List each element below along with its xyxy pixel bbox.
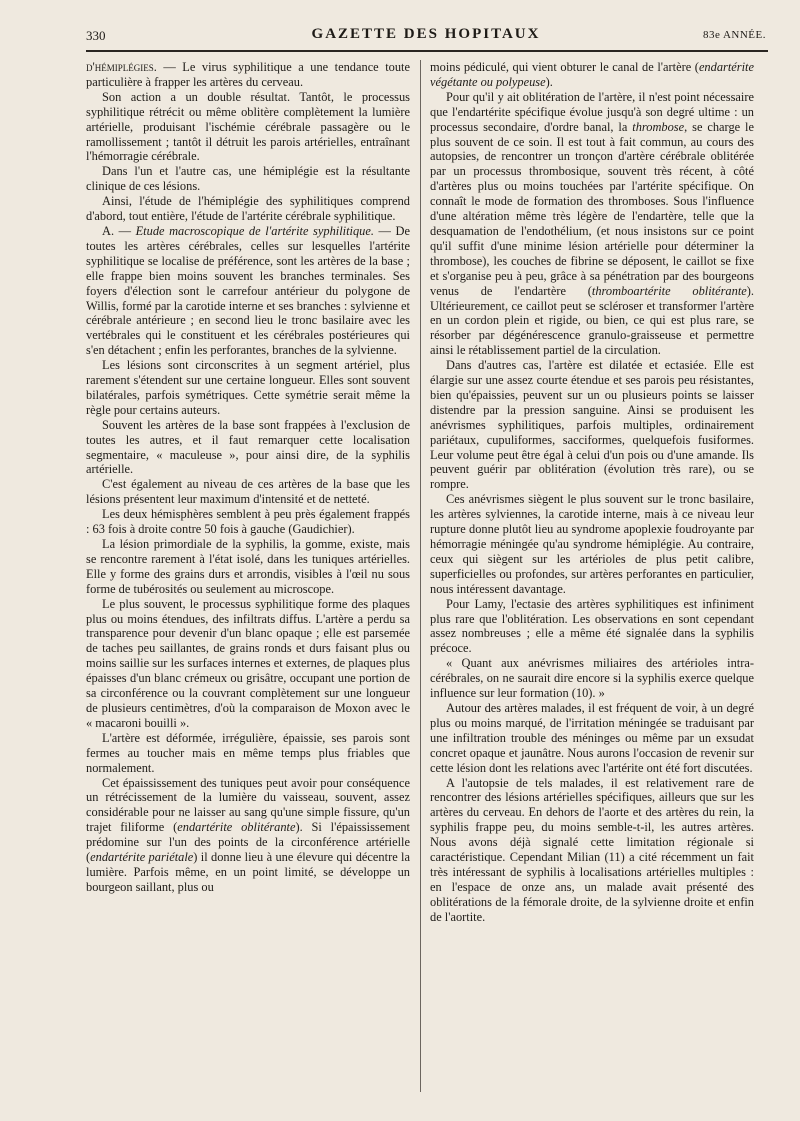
- paragraph: Son action a un double résultat. Tantôt, le processus syphilitique rétrécit ou même oblitère complètement la lumière artérielle, produisant l'ischémie cérébrale passagère ou le ramollissement ; tantôt il détruit les parois artérielles, entraînant l'hémorragie cérébrale.: [86, 89, 410, 164]
- paragraph: [430, 90, 754, 358]
- paragraph-text: Pour qu'il y ait oblitération de l'artère, il n'est point nécessaire que l'endartérite spécifique évolue jusqu'à son degré ultime : un processus secondaire, d'ordre banal, la: [430, 89, 754, 134]
- italic-term: endartérite oblitérante: [177, 820, 296, 835]
- paragraph: Les deux hémisphères semblent à peu près également frappés : 63 fois à droite contre 50 fois à gauche (Gaudichier).: [86, 507, 410, 537]
- paragraph-text: ). Si l'épaississement prédomine sur l'un des points de la circonférence artérielle (: [86, 820, 410, 865]
- paragraph-text: ) il donne lieu à une élevure qui décentre la lumière. Parfois même, en un point limité, se développe un bourgeon saillant, plus ou: [86, 850, 410, 894]
- paragraph: [430, 60, 754, 90]
- paragraph-text: Cet épaississement des tuniques peut avoir pour conséquence un rétrécissement de la lumière du vaisseau, souvent, assez considérable pour ne laisser au sang qu'une simple fissure, qu'un trajet filiforme (: [86, 775, 410, 835]
- paragraph-text: , se charge le plus souvent de ce soin. Il est tout à fait commun, au cours des autopsies, de rencontrer un tronçon d'artère cérébrale oblitérée par un processus thrombosique, souvent très récent, à côté d'artères plus ou moins touchées par l'artérite spécifique. On connaît le mode de formation des thromboses. Sous l'influence d'une altération même très légère de l'endartère, telle que la desquamation de l'endothélium, (et nous insistons sur ce point qu'il suffit d'une minime lésion artérielle pour déterminer la thrombose), les couches de fibrine se déposent, le caillot se fixe et s'organise peu à peu, grâce à sa pénétration par des bourgeons venus de l'endartère (: [430, 119, 754, 298]
- paragraph: Autour des artères malades, il est fréquent de voir, à un degré plus ou moins marqué, de l'irritation méningée se traduisant par une infiltration trouble des méninges ou même par un exsudat concret opaque et jaunâtre. Nous aurons l'occasion de revenir sur cette lésion dont les relations avec l'artérite ont été fort discutées.: [430, 700, 754, 775]
- header-rule: [86, 50, 768, 52]
- paragraph: A l'autopsie de tels malades, il est relativement rare de rencontrer des lésions artérielles spécifiques, ailleurs que sur les artères du cerveau. En dehors de l'aorte et des artères du rein, la syphilis frappe peu, du moins semble-t-il, les autres artères. Nous avons déjà signalé cette limitation régionale si caractéristique. Cependant Milian (11) a cité récemment un fait très intéressant de syphilis à localisations artérielles multiples : en l'espace de onze ans, un malade avait présenté des oblitérations de la fémorale droite, de la sylvienne droite et enfin de l'aortite.: [430, 775, 754, 924]
- right-column: [430, 60, 754, 925]
- paragraph: [86, 60, 410, 90]
- paragraph: Les lésions sont circonscrites à un segment artériel, plus rarement s'étendent sur une certaine longueur. Elles sont souvent bilatérales, parfois symétriques. Cette symétrie serait même la règle pour certains auteurs.: [86, 358, 410, 417]
- section-heading: Etude macroscopique de l'artérite syphilitique.: [135, 223, 374, 238]
- paragraph: Dans l'un et l'autre cas, une hémiplégie est la résultante clinique de ces lésions.: [86, 164, 410, 194]
- paragraph: Le plus souvent, le processus syphilitique forme des plaques plus ou moins étendues, des infiltrats diffus. L'artère a perdu sa transparence pour devenir d'un blanc opaque ; elle est parsemée de taches peu saillantes, de grains ronds et durs faisant plus ou moins saillie sur les surfaces internes et externes, de plaques plus épaisses d'un blanc crémeux ou grisâtre, occupant une portion de sa circonférence ou la couvrant complètement sur une longueur de plusieurs centimètres, d'où la comparaison de Moxon avec le « macaroni bouilli ».: [86, 596, 410, 730]
- paragraph-text: — De toutes les artères cérébrales, celles sur lesquelles l'artérite syphilitique se localise de préférence, sont les artères de la base ; elle frappe bien moins souvent les branches terminales. Ses foyers d'élection sont le carrefour antérieur du polygone de Willis, formé par la carotide interne et ses branches : sylvienne et cérébrale antérieure ; en second lieu le tronc basilaire avec les vertébrales qui le constituent et les cérébrales postérieures qui s'en détachent ; enfin les perforantes, branches de la sylvienne.: [86, 223, 410, 358]
- section-letter: A. —: [102, 223, 136, 238]
- paragraph: L'artère est déformée, irrégulière, épaissie, ses parois sont fermes au toucher mais en même temps plus friables que normalement.: [86, 730, 410, 775]
- paragraph: Dans d'autres cas, l'artère est dilatée et ectasiée. Elle est élargie sur une assez courte étendue et ses parois peu résistantes, bien qu'épaissies, peuvent sur un ou plusieurs points se laisser distendre par la pression sanguine. Ainsi se produisent les anévrismes syphilitiques, parfois multiples, ordinairement pariétaux, cupuliformes, sacciformes, quelquefois fusiformes. Leur volume peut être égal à celui d'un pois ou d'une amande. Ils peuvent guérir par oblitération (évolution très rare), ou se rompre.: [430, 358, 754, 492]
- italic-term: endartérite végétante ou polypeuse: [430, 60, 754, 89]
- italic-term: thromboartérite oblitérante: [591, 283, 747, 298]
- page-number: 330: [86, 28, 106, 43]
- italic-term: thrombose: [632, 119, 685, 134]
- column-divider: [420, 60, 421, 1092]
- italic-term: endartérite pariétale: [90, 850, 194, 865]
- paragraph: Ainsi, l'étude de l'hémiplégie des syphilitiques comprend d'abord, tout entière, l'étude de l'artérite cérébrale syphilitique.: [86, 194, 410, 224]
- page-header: [86, 24, 766, 48]
- volume-year: 83e ANNÉE.: [702, 29, 766, 41]
- paragraph-text: ). Ultérieurement, ce caillot peut se scléroser et transformer l'artère en un cordon plein et rigide, ou bien, ce qui est plus rare, se résorber par dégénérescence granulo-graisseuse et permettre ainsi le rétablissement partiel de la circulation.: [430, 283, 754, 358]
- lead-word: d'hémiplégies.: [86, 60, 157, 74]
- paragraph: Souvent les artères de la base sont frappées à l'exclusion de toutes les autres, et il faut remarquer cette localisation segmentaire, « maculeuse », pour ainsi dire, de la syphilis artérielle.: [86, 417, 410, 477]
- paragraph: La lésion primordiale de la syphilis, la gomme, existe, mais se rencontre rarement à l'état isolé, dans les tuniques artérielles. Elle y forme des grains durs et arrondis, visibles à l'œil nu sous forme de tubérosités ou seulement au microscope.: [86, 537, 410, 596]
- paragraph: Ces anévrismes siègent le plus souvent sur le tronc basilaire, les artères sylviennes, la carotide interne, mais à ce niveau leur rupture donne plutôt lieu au syndrome apoplexie foudroyante par hémorragie méningée qu'au syndrome hémiplégie. Au contraire, ceux qui siègent sur les artérioles de plus petit calibre, superficielles ou profondes, sur artères perforantes en particulier, nous intéressent davantage.: [430, 492, 754, 596]
- paragraph: [86, 776, 410, 895]
- paragraph-text: moins pédiculé, qui vient obturer le canal de l'artère (: [430, 60, 699, 74]
- left-column: [86, 60, 410, 895]
- paragraph: Pour Lamy, l'ectasie des artères syphilitiques est infiniment plus rare que l'oblitération. Les observations en sont cependant assez nombreuses ; elle a même été signalée dans la syphilis précoce.: [430, 596, 754, 656]
- paragraph-text: ).: [545, 74, 553, 89]
- running-title: GAZETTE DES HOPITAUX: [311, 26, 541, 42]
- paragraph: [86, 224, 410, 358]
- paragraph: « Quant aux anévrismes miliaires des artérioles intra-cérébrales, on ne saurait dire encore si la syphilis exerce quelque influence sur leur formation (10). »: [430, 656, 754, 701]
- paragraph: C'est également au niveau de ces artères de la base que les lésions présentent leur maximum d'intensité et de netteté.: [86, 477, 410, 507]
- paragraph-text: — Le virus syphilitique a une tendance toute particulière à frapper les artères du cerveau.: [86, 60, 410, 89]
